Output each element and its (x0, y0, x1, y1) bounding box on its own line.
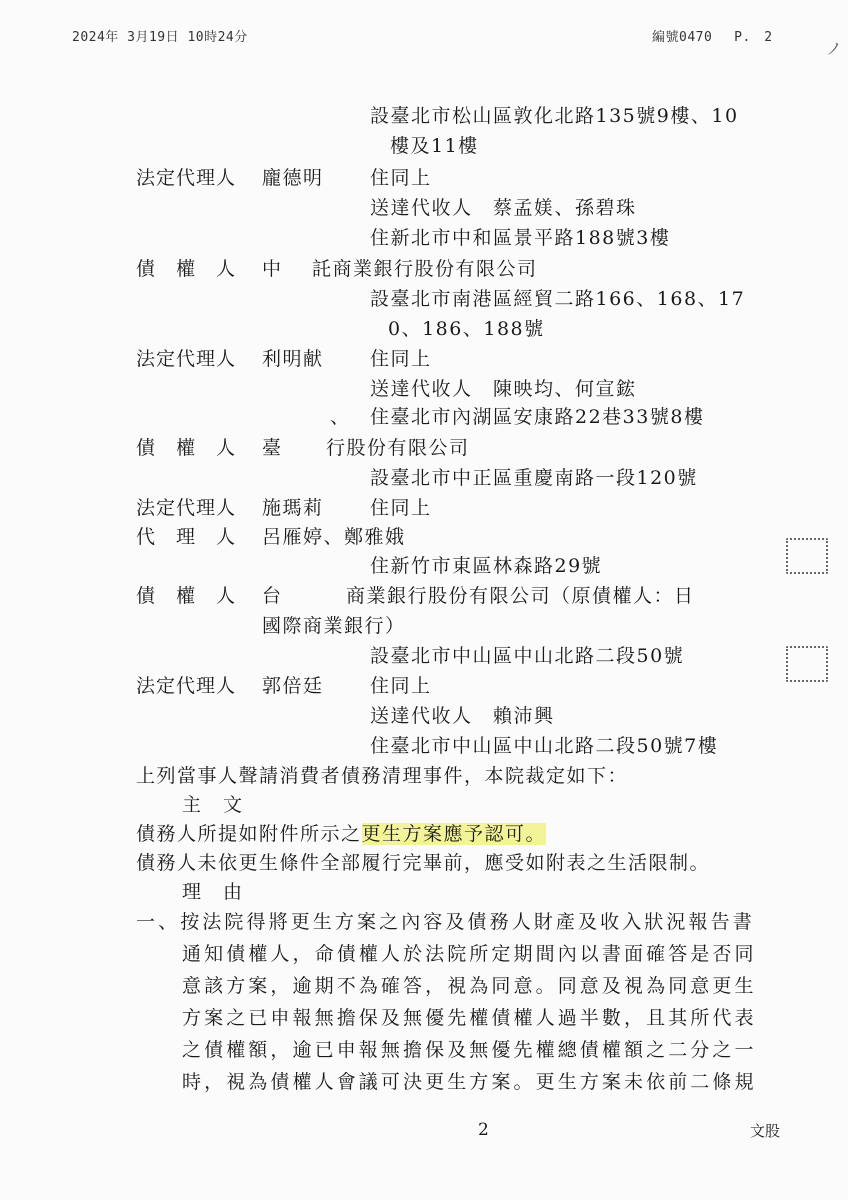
party-role: 代 理 人 (136, 526, 237, 548)
party-address: 住同上 (370, 497, 432, 519)
party-name-rest: 商業銀行股份有限公司（原債權人：日 (346, 585, 695, 607)
highlighted-ruling: 更生方案應予認可。 (361, 823, 547, 845)
reason-paragraph: 方案之已申報無擔保及無優先權債權人過半數，且其所代表 (182, 1007, 757, 1029)
party-role: 法定代理人 (136, 675, 237, 697)
address-line: 設臺北市南港區經貿二路166、168、17 (370, 288, 746, 310)
stray-mark: 、 (330, 406, 351, 428)
party-name-rest: 託商業銀行股份有限公司 (312, 258, 538, 280)
reason-paragraph: 意該方案，逾期不為確答，視為同意。同意及視為同意更生 (182, 975, 757, 997)
party-address: 住同上 (370, 167, 432, 189)
party-name: 呂雁婷、鄭雅娥 (262, 526, 406, 548)
party-name-rest: 行股份有限公司 (326, 437, 470, 459)
party-address: 住同上 (370, 675, 432, 697)
address-line: 樓及11樓 (390, 135, 479, 157)
party-name: 龐德明 (262, 167, 324, 189)
scan-mark: ノ (826, 39, 843, 58)
fax-page-number: 編號0470 P. 2 (652, 30, 773, 45)
ruling-intro: 上列當事人聲請消費者債務清理事件，本院裁定如下： (136, 765, 629, 787)
party-name: 台 (262, 585, 283, 607)
page-number: 2 (478, 1120, 489, 1140)
party-name: 利明献 (262, 348, 324, 370)
main-ruling-line: 債務人未依更生條件全部履行完畢前，應受如附表之生活限制。 (136, 852, 711, 874)
party-role: 法定代理人 (136, 497, 237, 519)
address-line: 住臺北市中山區中山北路二段50號7樓 (370, 735, 719, 757)
party-role: 法定代理人 (136, 167, 237, 189)
party-role: 債 權 人 (136, 437, 237, 459)
section-heading-main: 主 文 (182, 794, 244, 816)
party-name: 郭倍廷 (262, 675, 324, 697)
address-line: 0、186、188號 (388, 318, 545, 340)
reason-paragraph: 時，視為債權人會議可決更生方案。更生方案未依前二條規 (182, 1071, 757, 1093)
address-line: 住臺北市內湖區安康路22巷33號8樓 (370, 406, 705, 428)
binding-holes (786, 538, 828, 574)
party-address: 住同上 (370, 348, 432, 370)
party-role: 法定代理人 (136, 348, 237, 370)
service-agent: 送達代收人 賴沛興 (370, 705, 555, 727)
binding-holes (786, 646, 828, 682)
party-name-rest: 國際商業銀行） (262, 615, 406, 637)
party-name: 施瑪莉 (262, 497, 324, 519)
party-name: 臺 (262, 437, 283, 459)
section-heading-reasons: 理 由 (182, 881, 244, 903)
party-role: 債 權 人 (136, 585, 237, 607)
main-ruling-text: 債務人所提如附件所示之 (136, 823, 362, 845)
reason-paragraph: 之債權額，逾已申報無擔保及無優先權總債權額之二分之一 (182, 1039, 757, 1061)
service-agent: 送達代收人 陳映均、何宣鋐 (370, 378, 637, 400)
address-line: 住新竹市東區林森路29號 (370, 555, 603, 577)
address-line: 設臺北市中正區重慶南路一段120號 (370, 467, 698, 489)
service-agent: 送達代收人 蔡孟媄、孫碧珠 (370, 197, 637, 219)
address-line: 設臺北市松山區敦化北路135號9樓、10 (370, 105, 739, 127)
party-role: 債 權 人 (136, 258, 237, 280)
party-name: 中 (262, 258, 283, 280)
main-ruling-line (136, 822, 546, 846)
reason-paragraph: 通知債權人，命債權人於法院所定期間內以書面確答是否同 (182, 943, 757, 965)
address-line: 住新北市中和區景平路188號3樓 (370, 227, 671, 249)
reason-paragraph: 一、按法院得將更生方案之內容及債務人財產及收入狀況報告書 (136, 911, 755, 933)
address-line: 設臺北市中山區中山北路二段50號 (370, 645, 685, 667)
division-mark: 文股 (750, 1122, 781, 1140)
fax-timestamp: 2024年 3月19日 10時24分 (72, 30, 248, 45)
